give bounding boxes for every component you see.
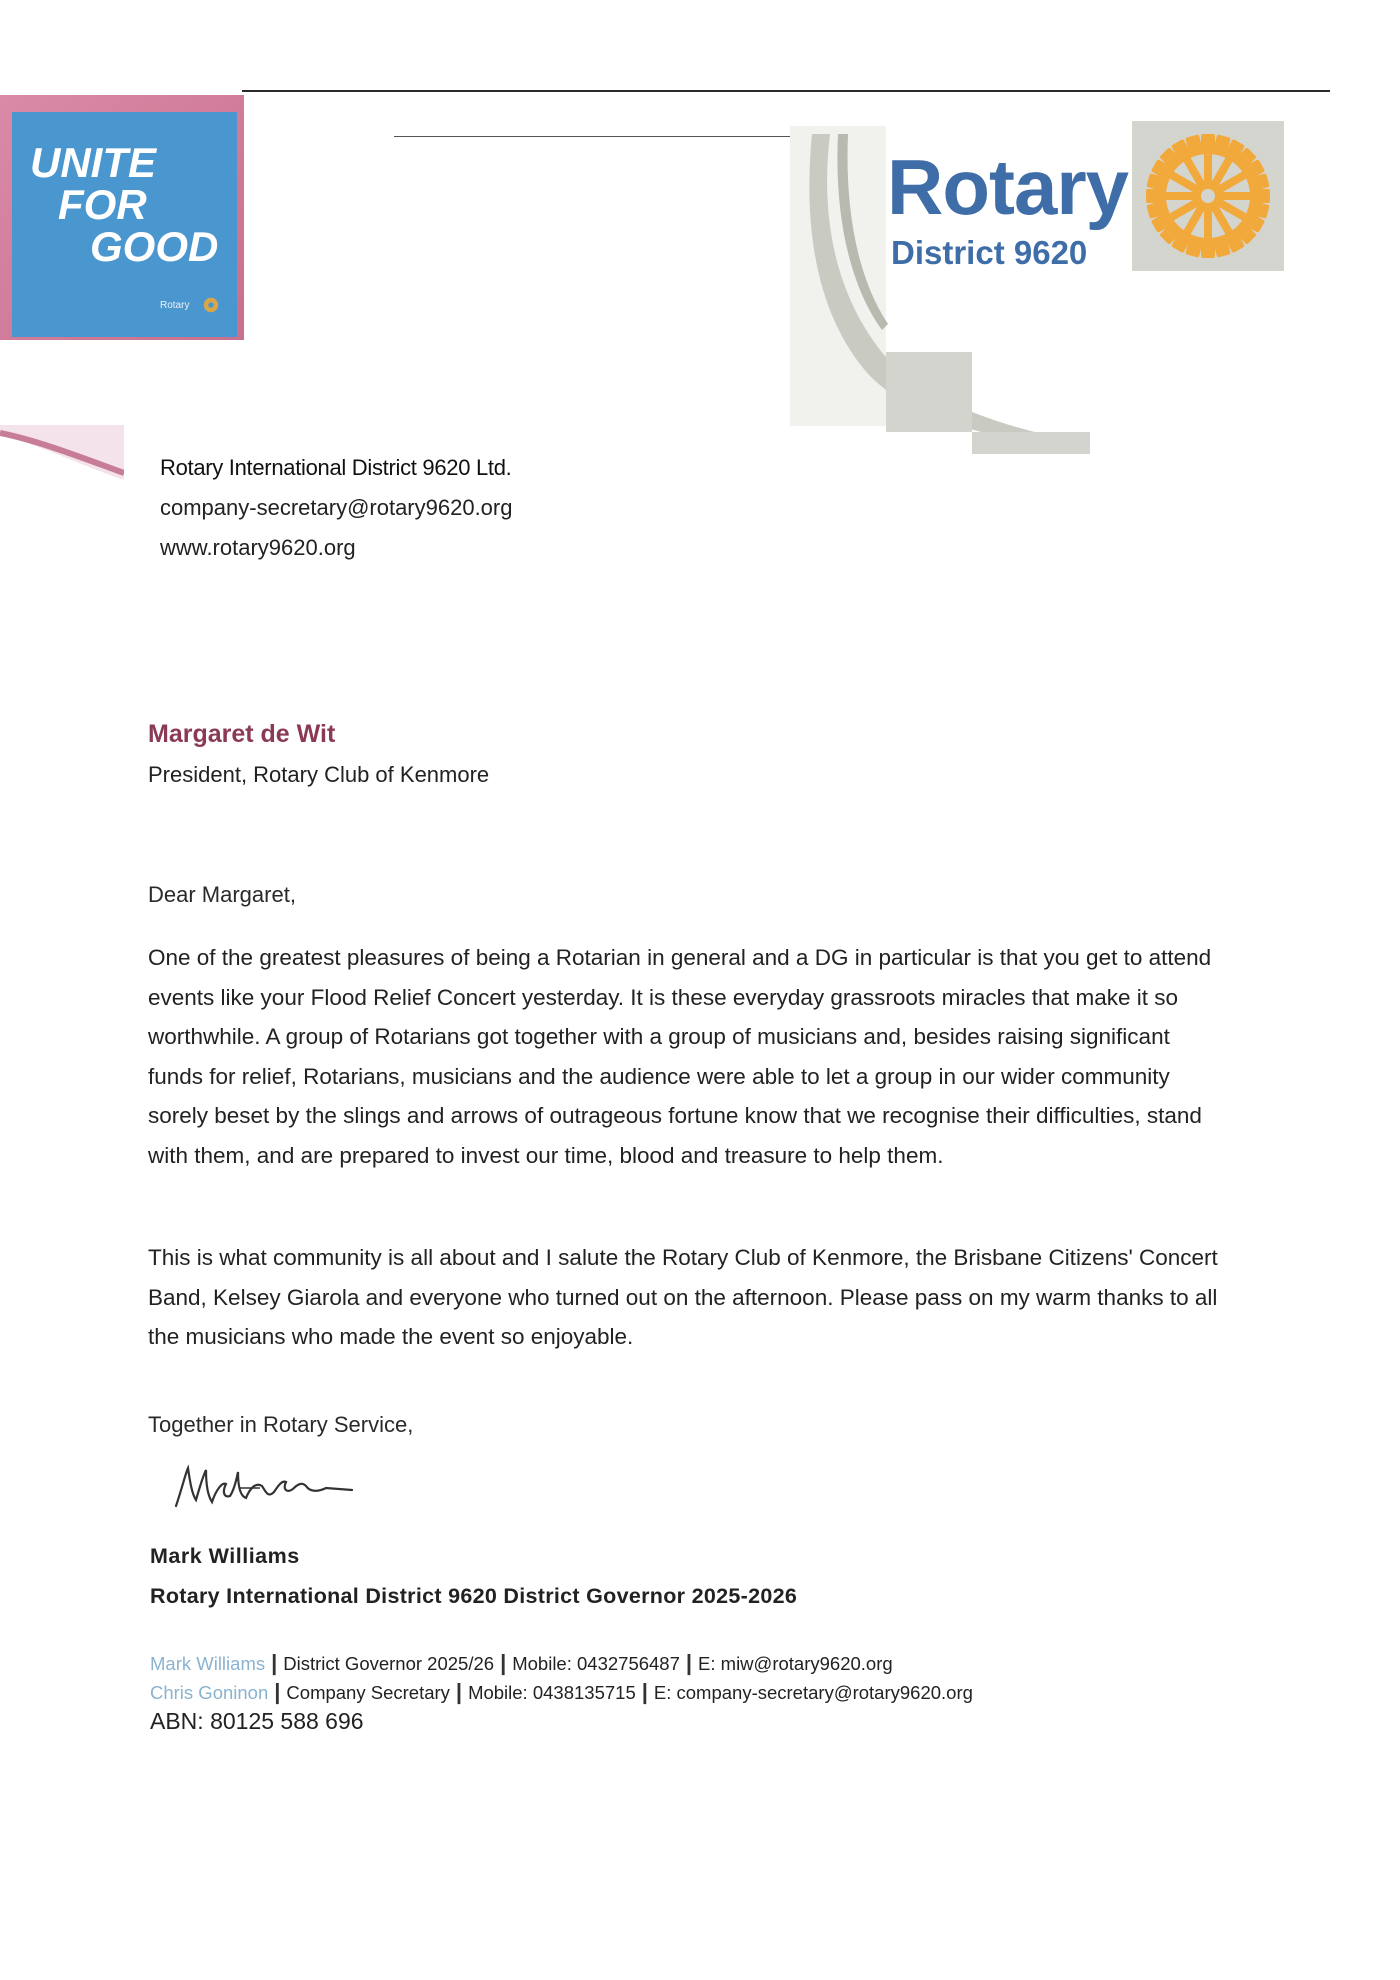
footer-contact-role: Company Secretary [286,1682,450,1703]
pink-swoosh-decoration [0,425,124,485]
recipient-title: President, Rotary Club of Kenmore [148,762,490,787]
footer-contact-name: Mark Williams [150,1653,266,1674]
badge-line-3: GOOD [90,223,219,270]
rotary-wordmark: Rotary [887,143,1129,231]
handwritten-signature [170,1458,360,1518]
footer-separator: | [271,1650,278,1675]
closing: Together in Rotary Service, [148,1412,414,1437]
company-name: Rotary International District 9620 Ltd. [160,455,512,480]
company-details [160,448,512,568]
footer-contact-mobile: Mobile: 0432756487 [512,1653,680,1674]
salutation: Dear Margaret, [148,882,296,907]
footer-contact-mobile: Mobile: 0438135715 [468,1682,636,1703]
header-rule [242,90,1330,92]
footer-separator: | [685,1650,693,1675]
rotary-wheel-icon [1133,121,1283,271]
footer-separator: | [641,1679,648,1704]
footer-contact-role: District Governor 2025/26 [283,1653,495,1674]
body-paragraph-1: One of the greatest pleasures of being a Rotarian in general and a DG in particular is that you get to attend events like your Flood Relief Concert yesterday. It is these everyday grassroots miracles that make it so worthwhile. A group of Rotarians got together with a group of musicians and, besides raising significant funds for relief, Rotarians, musicians and the audience were able to let a group in our wider community sorely beset by the slings and arrows of outrageous fortune know that we recognise their difficulties, stand with them, and are prepared to invest our time, blood and treasure to help them. [148,945,1212,1168]
footer-contact-1 [150,1650,893,1676]
body-paragraph-2: This is what community is all about and I salute the Rotary Club of Kenmore, the Brisbane Citizens' Concert Band, Kelsey Giarola and everyone who turned out on the afternoon. Please pass on my warm thanks to all the musicians who made the event so enjoyable. [148,1245,1218,1349]
company-website: www.rotary9620.org [160,535,356,560]
badge-slogan [30,139,219,270]
footer-contact-2 [150,1679,973,1705]
rotary-district-label: District 9620 [891,234,1088,271]
footer-contact-email: E: company-secretary@rotary9620.org [653,1682,973,1703]
abn-number: ABN: 80125 588 696 [150,1708,364,1734]
footer-contact-name: Chris Goninon [150,1682,269,1703]
footer-separator: | [455,1679,463,1704]
signer-name: Mark Williams [150,1544,300,1568]
signer-title: Rotary International District 9620 District Governor 2025-2026 [150,1584,798,1608]
footer-separator: | [274,1679,281,1704]
badge-gear-icon [202,296,220,314]
footer-separator: | [500,1650,507,1675]
badge-line-1: UNITE [30,139,156,186]
footer-contact-email: E: miw@rotary9620.org [698,1653,893,1674]
badge-brand-small: Rotary [160,300,190,311]
header-sub-rule [394,136,794,137]
badge-line-2: FOR [58,181,147,228]
company-email: company-secretary@rotary9620.org [160,495,513,520]
recipient-name: Margaret de Wit [148,720,336,748]
